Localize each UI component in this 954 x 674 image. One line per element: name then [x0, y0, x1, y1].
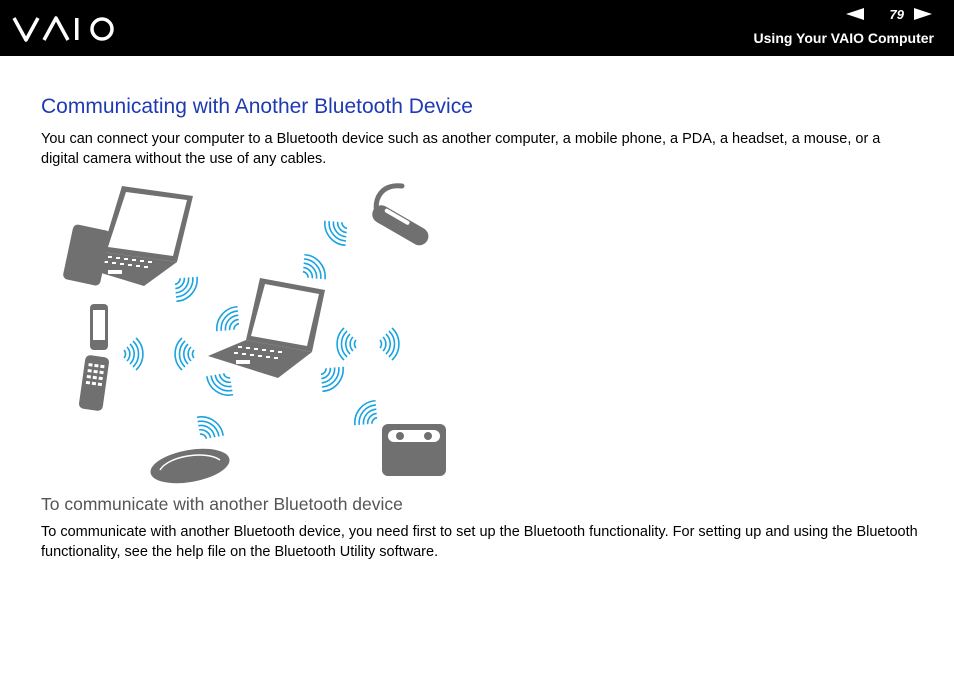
vaio-logo — [12, 14, 122, 44]
page-header — [0, 0, 954, 56]
wave-icon — [190, 412, 227, 446]
page-title: Communicating with Another Bluetooth Device — [41, 95, 473, 118]
mouse-icon — [148, 443, 232, 488]
wave-icon — [203, 366, 240, 400]
wave-icon — [295, 250, 330, 287]
wave-icon — [124, 338, 143, 370]
camera-icon — [382, 424, 446, 476]
wave-icon — [175, 338, 194, 370]
wave-icon — [337, 328, 356, 360]
page-number: 79 — [889, 7, 904, 22]
wave-icon — [212, 302, 247, 339]
wave-icon — [350, 396, 385, 433]
section-title: Using Your VAIO Computer — [753, 30, 934, 46]
triangle-left-icon[interactable] — [846, 8, 864, 20]
mobile-phone-icon — [78, 304, 109, 411]
wave-icon — [320, 213, 355, 250]
subheading: To communicate with another Bluetooth device — [41, 494, 403, 514]
wave-icon — [313, 359, 348, 396]
headset-icon — [369, 186, 432, 249]
triangle-right-icon[interactable] — [914, 8, 932, 20]
bluetooth-devices-illustration — [60, 180, 460, 488]
wave-icon — [167, 269, 202, 306]
intro-paragraph: You can connect your computer to a Bluetooth device such as another computer, a mobile phone, a PDA, a headset, a mouse, or a digital camera without the use of any cables. — [41, 131, 881, 167]
wave-icon — [380, 328, 399, 360]
body-paragraph: To communicate with another Bluetooth device, you need first to set up the Bluetooth functionality. For setting up and using the Bluetooth functionality, see the help file on the Bluetooth Utility software. — [41, 524, 918, 560]
